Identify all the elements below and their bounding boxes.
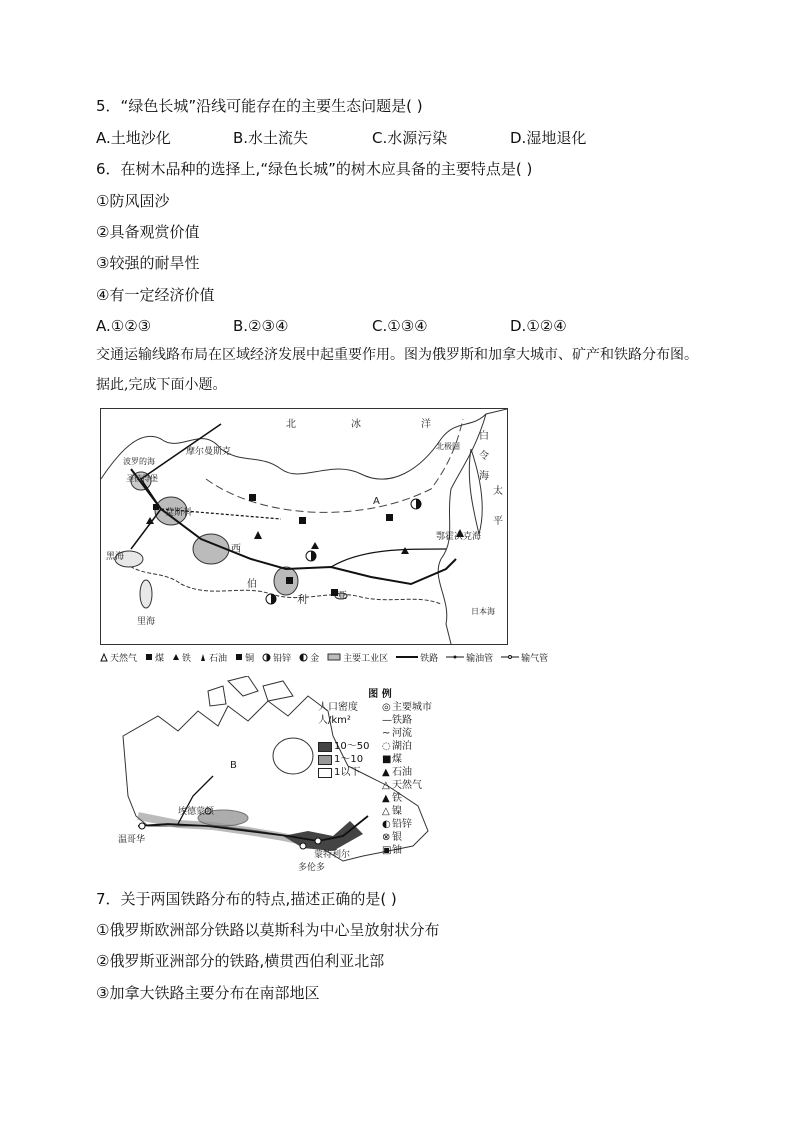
legend-coal: 煤 [392,754,402,765]
legend-silver: 银 [392,832,402,843]
legend-city: 主要城市 [392,702,432,713]
legend-industrial-zone: 主要工业区 [343,653,389,664]
question-6-stem: 6．在树木品种的选择上,“绿色长城”的树木应具备的主要特点是( ) [96,160,533,178]
label-black-sea: 黑海 [106,552,125,562]
legend-lake: 湖泊 [392,741,412,752]
label-ping: 平 [493,516,503,527]
legend-iron: 铁 [392,793,402,804]
legend-density-title: 人口密度 [318,702,358,713]
q5-option-b[interactable]: B.水土流失 [233,129,309,147]
caspian-shape [140,580,152,608]
label-a: A [373,496,380,507]
label-toronto: 多伦多 [298,863,326,873]
legend-river: 河流 [392,728,412,739]
label-okhotsk: 鄂霍次克海 [436,532,482,542]
canada-map-legend: 图 例 人口密度 人/km² 10～50 1～10 1以下 ◎主要城市 —铁路 ~ 河流 ◌湖泊 ■煤 ▲ 石油 △ 天然气 ▲ 铁 △ 镍 ◐铅锌 ⊗ 银 ▣铀 [318,689,432,856]
legend-oil: 石油 [392,767,412,778]
label-bai: 白 [479,431,489,442]
question-7-stem: 7．关于两国铁路分布的特点,描述正确的是( ) [96,890,397,908]
label-bo: 伯 [247,579,257,590]
label-tai: 太 [493,486,503,497]
q6-option-c[interactable]: C.①③④ [372,317,428,335]
label-baltic: 波罗的海 [123,457,155,466]
legend-lead-zinc: 铅锌 [273,653,292,664]
legend-gold: 金 [310,653,320,664]
label-ya: 亚 [337,591,347,602]
q5-option-d[interactable]: D.湿地退化 [510,129,587,147]
label-ocean: 洋 [421,419,431,430]
legend-nickel: 镍 [392,806,402,817]
legend-title: 图 例 [368,689,392,700]
russia-map [100,408,508,645]
label-b: B [230,760,237,771]
label-japan-sea: 日本海 [471,607,495,616]
legend-density-high: 10～50 [334,741,370,752]
legend-rail: 铁路 [392,715,412,726]
legend-natural-gas: 天然气 [392,780,422,791]
legend-railway: 铁路 [420,653,439,664]
q6-item-3: ③较强的耐旱性 [96,254,200,272]
q6-item-2: ②具备观赏价值 [96,223,200,241]
legend-coal: 煤 [155,653,165,664]
label-edmonton: 埃德蒙顿 [178,807,215,817]
legend-density-low: 1以下 [334,767,361,778]
label-caspian: 里海 [137,617,156,627]
russia-map-legend [100,648,549,666]
material-intro: 交通运输线路布局在区域经济发展中起重要作用。图为俄罗斯和加拿大城市、矿产和铁路分布图。据此,完成下面小题。 [96,347,698,393]
question-5-stem: 5．“绿色长城”沿线可能存在的主要生态问题是( ) [96,97,423,115]
legend-gas: 天然气 [110,653,138,664]
legend-copper: 铜 [245,653,255,664]
q6-item-1: ①防风固沙 [96,192,170,210]
legend-oil: 石油 [209,653,228,664]
label-murmansk: 摩尔曼斯克 [186,447,232,457]
label-st-petersburg: 圣彼得堡 [126,474,158,483]
label-vancouver: 温哥华 [118,835,146,845]
q7-item-2: ②俄罗斯亚洲部分的铁路,横贯西伯利亚北部 [96,952,385,970]
q5-option-c[interactable]: C.水源污染 [372,129,448,147]
legend-density-unit: 人/km² [318,715,351,726]
label-ling: 令 [479,451,489,462]
q7-item-3: ③加拿大铁路主要分布在南部地区 [96,984,320,1002]
q7-item-1: ①俄罗斯欧洲部分铁路以莫斯科为中心呈放射状分布 [96,921,440,939]
q6-option-d[interactable]: D.①②④ [510,317,567,335]
legend-uranium: 铀 [392,845,402,856]
q6-option-a[interactable]: A.①②③ [96,317,152,335]
label-north: 北 [286,419,296,430]
legend-iron: 铁 [182,653,192,664]
label-hai: 海 [479,471,489,482]
hudson-bay-shape [273,738,313,774]
legend-gas-pipeline: 输气管 [521,653,549,664]
label-li: 利 [297,595,307,606]
label-arctic-circle: 北极圈 [436,442,460,451]
q5-option-a[interactable]: A.土地沙化 [96,129,171,147]
legend-oil-pipeline: 输油管 [466,653,494,664]
label-west: 西 [231,544,241,555]
label-ice: 冰 [351,419,361,430]
label-moscow: 莫斯科 [165,508,193,518]
legend-lead-zinc: 铅锌 [392,819,412,830]
label-montreal: 蒙特利尔 [314,850,351,860]
legend-density-mid: 1～10 [334,754,364,765]
q6-item-4: ④有一定经济价值 [96,286,215,304]
q6-option-b[interactable]: B.②③④ [233,317,289,335]
